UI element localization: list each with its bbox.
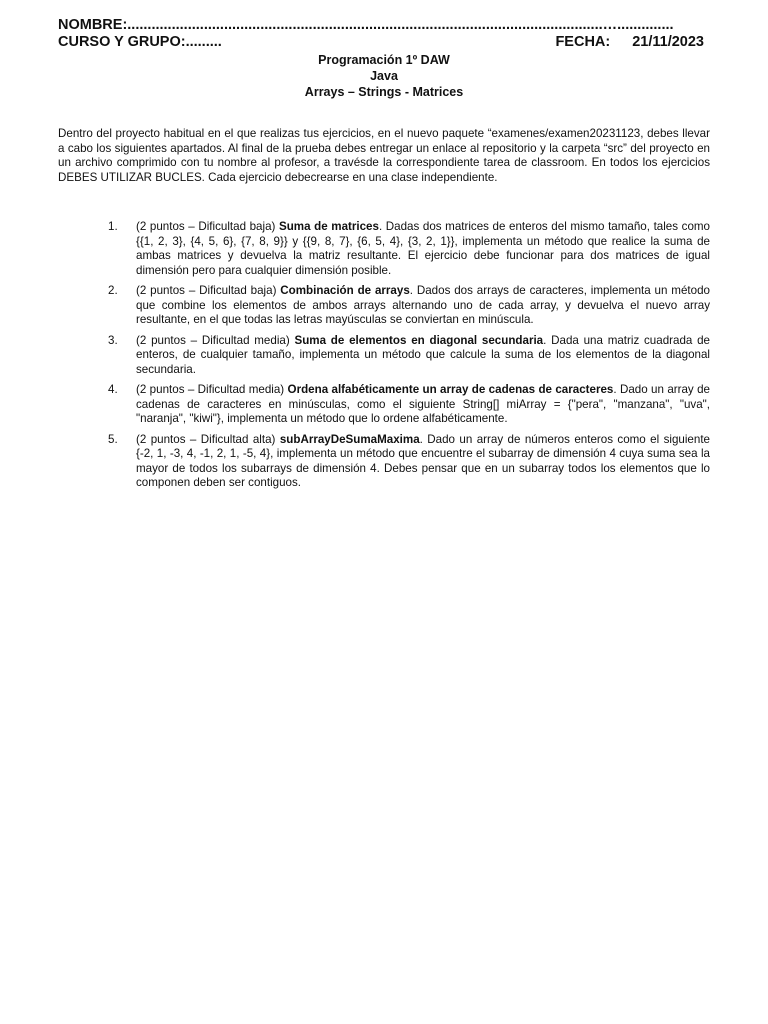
exercise-title: Combinación de arrays: [280, 284, 410, 297]
exercise-meta: (2 puntos – Dificultad alta): [136, 432, 280, 446]
exercise-text: . Dados dos arrays de caracteres, implementa un método que combine los elementos de ambos arrays alternando uno de cada array, y devuelva el nuevo array resultante, en el que todas las letras mayúsculas se conviertan en minúscula.: [136, 284, 710, 326]
exercise-text: . Dada una matriz cuadrada de enteros, de cualquier tamaño, implementa un método que calcule la suma de los elementos de la diagonal secundaria.: [136, 333, 711, 376]
exercise-number: 3.: [108, 333, 118, 347]
exercise-text: . Dado un array de cadenas de caracteres en minúsculas, como el siguiente String[] miArray = {"pera", "manzana", "uva", "naranja", "kiwi"}, implementa un método que lo ordene alfabéticamente.: [136, 383, 710, 425]
exercise-meta: (2 puntos – Dificultad baja): [136, 284, 281, 297]
exercise-meta: (2 puntos – Dificultad baja): [136, 220, 279, 233]
exercise-item: [108, 220, 710, 278]
exercise-item: [108, 383, 710, 427]
exercise-title: Suma de elementos en diagonal secundaria: [294, 333, 544, 347]
exercise-title: Ordena alfabéticamente un array de cadenas de caracteres: [287, 383, 614, 396]
fecha-value: 21/11/2023: [632, 34, 704, 50]
exercise-item: [108, 433, 710, 491]
exercise-meta: (2 puntos – Dificultad media): [136, 333, 295, 347]
exercise-number: 2.: [108, 284, 118, 297]
nombre-line: NOMBRE:......................................................................................................................…..............: [58, 17, 674, 33]
fecha-label: FECHA:: [555, 34, 611, 50]
exercise-title: subArrayDeSumaMaxima: [279, 432, 420, 446]
exercise-meta: (2 puntos – Dificultad media): [136, 383, 288, 396]
exercise-item: [108, 284, 710, 328]
course-title: Programación 1º DAW: [318, 53, 450, 67]
curso-grupo-line: CURSO Y GRUPO:.........: [58, 34, 222, 50]
exercise-text: . Dado un array de números enteros como el siguiente {-2, 1, -3, 4, -1, 2, 1, -5, 4}, implementa un método que encuentre el subarray de dimensión 4 cuya suma sea la mayor de todos los subarrays de dimensión 4. Debes pensar que en un subarray todos los elementos que lo componen deben ser contiguos.: [136, 432, 710, 489]
exercise-number: 4.: [108, 383, 118, 396]
exercise-title: Suma de matrices: [278, 220, 379, 233]
language-title: Java: [370, 69, 398, 83]
exercise-item: [108, 334, 710, 378]
exercise-list: [58, 220, 710, 491]
exercise-text: . Dadas dos matrices de enteros del mismo tamaño, tales como {{1, 2, 3}, {4, 5, 6}, {7, 8, 9}} y {{9, 8, 7}, {6, 5, 4}, {3, 2, 1}}, implementa un método que realice la suma de ambas matrices y devuelva la matriz resultante. El ejercicio debe funcionar para dos matrices de igual dimensión pero para cualquier dimensión posible.: [136, 220, 710, 277]
exercise-number: 5.: [108, 432, 118, 446]
fecha-block: [555, 34, 710, 51]
curso-fecha-row: [58, 34, 710, 51]
exercise-number: 1.: [108, 220, 118, 233]
topic-title: Arrays – Strings - Matrices: [304, 85, 464, 99]
title-block: [58, 52, 710, 100]
intro-paragraph: Dentro del proyecto habitual en el que realizas tus ejercicios, en el nuevo paquete “examenes/examen20231123, debes llevar a cabo los siguientes apartados. Al final de la prueba debes entregar un enlace al repositorio y la carpeta “src” del proyecto en un archivo comprimido con tu nombre al profesor, a travésde la correspondiente tarea de classroom. En todos los ejercicios DEBES UTILIZAR BUCLES. Cada ejercicio debecrearse en una clase independiente.: [58, 127, 710, 184]
